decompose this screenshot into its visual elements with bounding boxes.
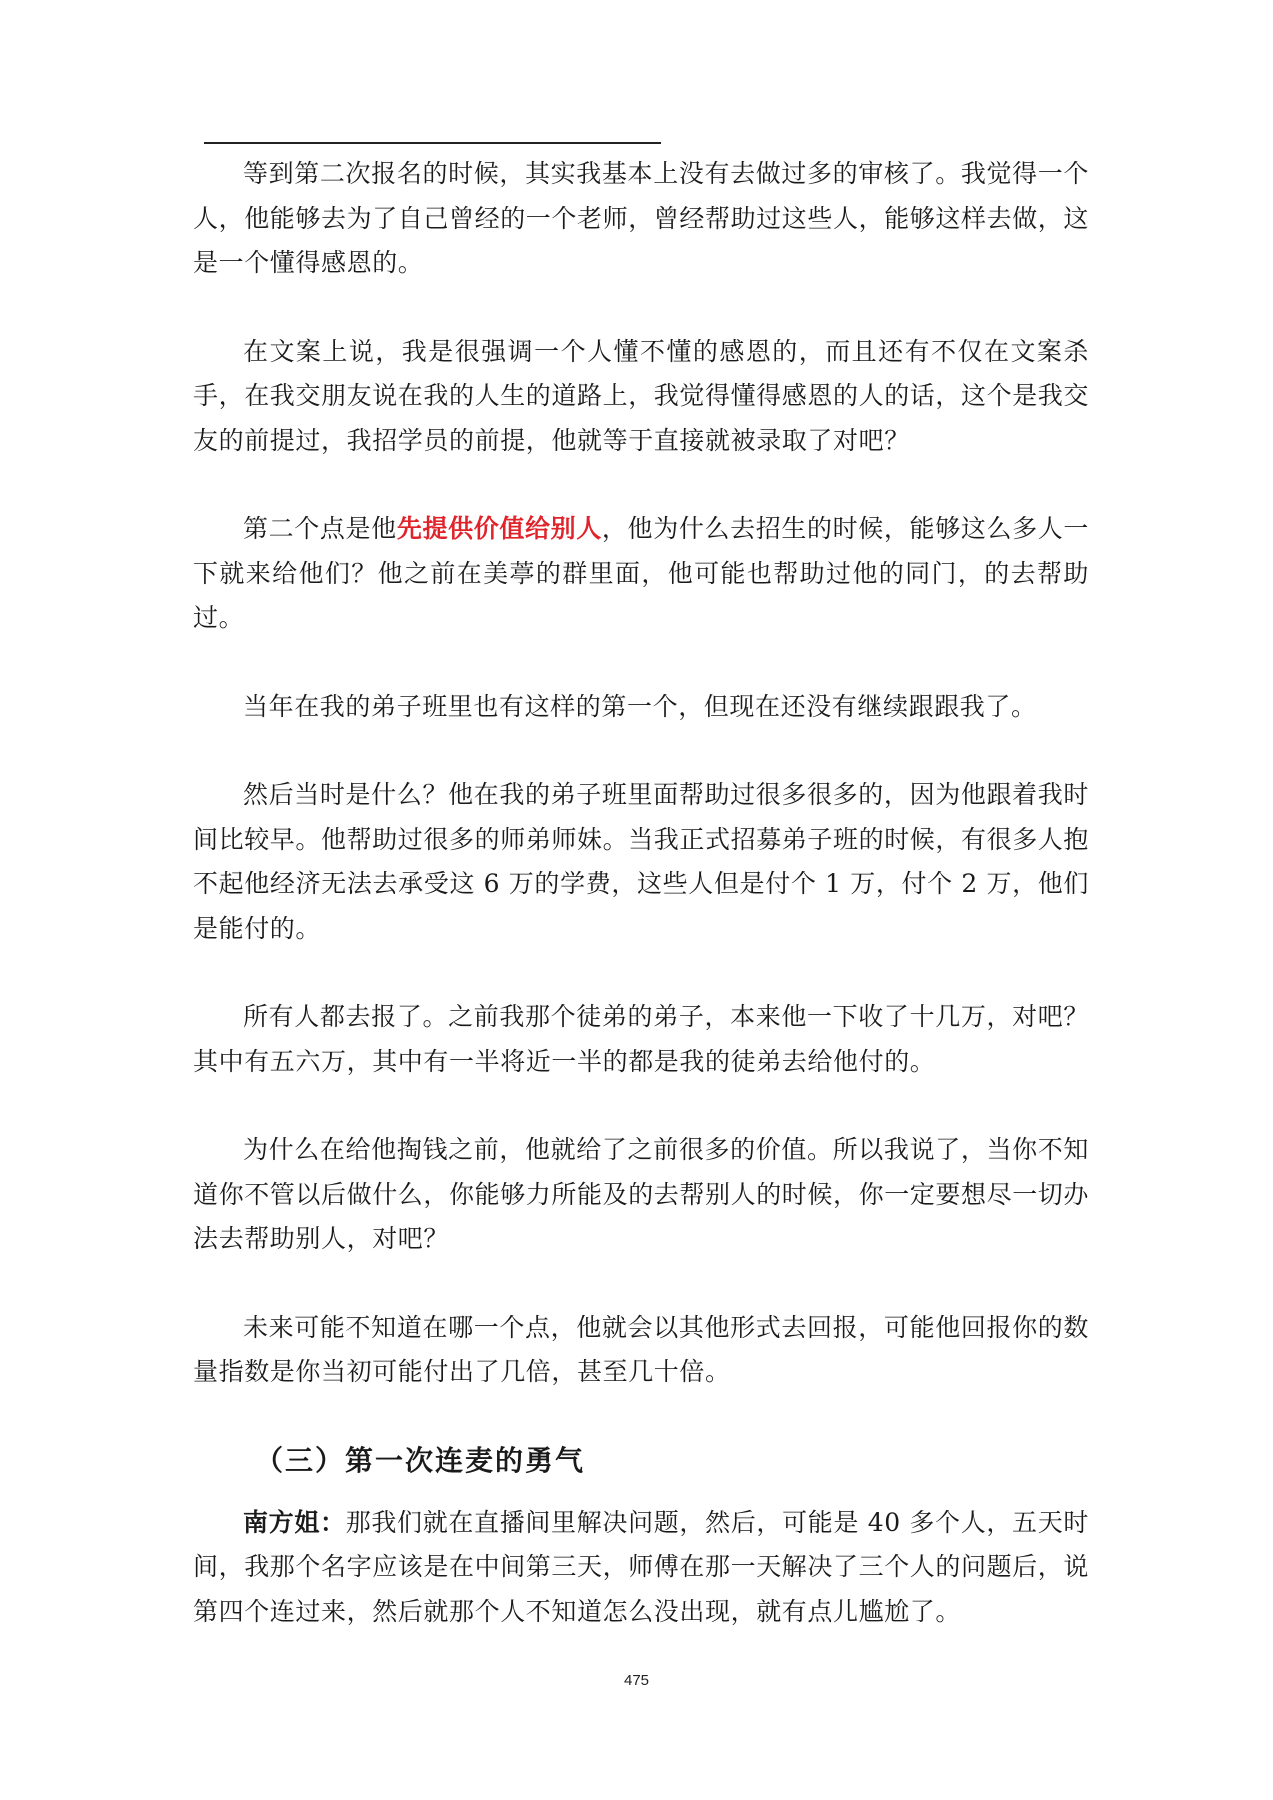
paragraph-1: 等到第二次报名的时候，其实我基本上没有去做过多的审核了。我觉得一个人，他能够去为了自己曾经的一个老师，曾经帮助过这些人，能够这样去做，这是一个懂得感恩的。 — [193, 159, 1090, 277]
paragraph-5: 然后当时是什么？他在我的弟子班里面帮助过很多很多的，因为他跟着我时间比较早。他帮助过很多的师弟师妹。当我正式招募弟子班的时候，有很多人抱不起他经济无法去承受这 6 万的学费，这些人但是付个 1 万，付个 2 万，他们是能付的。 — [193, 780, 1090, 943]
footnote-separator-rule — [204, 142, 661, 144]
speaker-name: 南方姐： — [243, 1507, 346, 1537]
paragraph-3 — [193, 507, 1089, 641]
paragraph-2: 在文案上说，我是很强调一个人懂不懂的感恩的，而且还有不仅在文案杀手，在我交朋友说在我的人生的道路上，我觉得懂得感恩的人的话，这个是我交友的前提过，我招学员的前提，他就等于直接就被录取了对吧？ — [193, 336, 1090, 455]
dialogue-paragraph — [193, 1501, 1089, 1635]
paragraph-3-rest: ，他为什么去招生的时候，能够这么多人一下就来给他们？他之前在美葶的群里面，他可能也帮助过他的同门，的去帮助过。 — [193, 514, 1089, 632]
paragraph-4: 当年在我的弟子班里也有这样的第一个，但现在还没有继续跟跟我了。 — [243, 691, 1037, 721]
paragraph-8: 未来可能不知道在哪一个点，他就会以其他形式去回报，可能他回报你的数量指数是你当初可能付出了几倍，甚至几十倍。 — [193, 1312, 1089, 1386]
paragraph-6: 所有人都去报了。之前我那个徒弟的弟子，本来他一下收了十几万，对吧？其中有五六万，其中有一半将近一半的都是我的徒弟去给他付的。 — [193, 1002, 1089, 1076]
paragraph-7: 为什么在给他掏钱之前，他就给了之前很多的价值。所以我说了，当你不知道你不管以后做什么，你能够力所能及的去帮别人的时候，你一定要想尽一切办法去帮助别人，对吧？ — [193, 1135, 1090, 1253]
dialogue-text: 那我们就在直播间里解决问题，然后，可能是 40 多个人，五天时间，我那个名字应该是在中间第三天，师傅在那一天解决了三个人的问题后，说第四个连过来，然后就那个人不知道怎么没出现，就有点儿尴尬了。 — [193, 1507, 1090, 1626]
paragraph-3-lead: 第二个点是他 — [243, 514, 397, 543]
section-heading: （三）第一次连麦的勇气 — [255, 1443, 586, 1477]
page-number: 475 — [623, 1672, 650, 1689]
highlighted-phrase: 先提供价值给别人 — [396, 514, 602, 543]
page-body — [193, 152, 1089, 1678]
